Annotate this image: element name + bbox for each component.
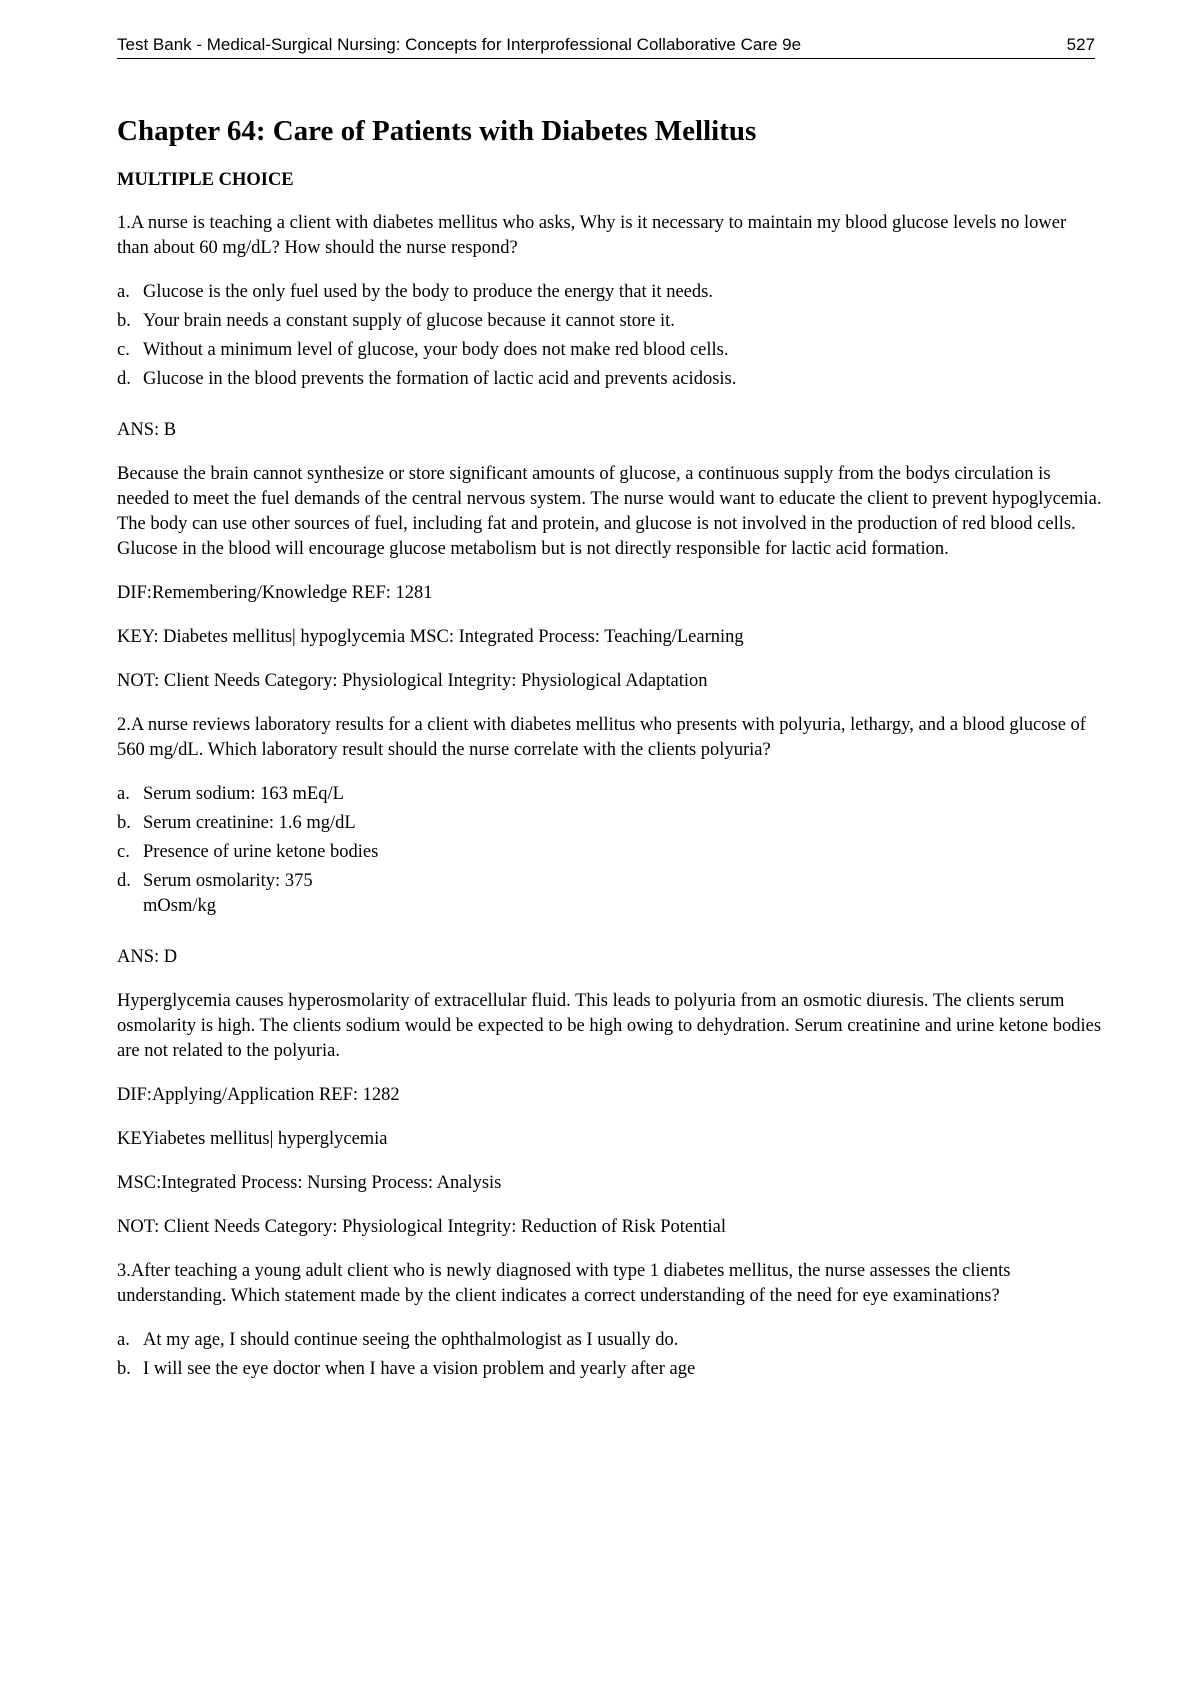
answer-options: [117, 1328, 1102, 1382]
running-header: [117, 32, 1095, 59]
option-b: [117, 1357, 1102, 1382]
answer-options: [117, 280, 1102, 392]
option-text: Without a minimum level of glucose, your body does not make red blood cells.: [143, 340, 729, 360]
key-line: KEYiabetes mellitus| hyperglycemia: [117, 1129, 388, 1149]
option-text: I will see the eye doctor when I have a vision problem and yearly after age: [143, 1359, 696, 1379]
option-letter: d.: [117, 369, 131, 389]
page-number: 527: [1066, 35, 1095, 54]
option-text: Serum sodium: 163 mEq/L: [143, 784, 344, 804]
option-c: [117, 338, 1102, 363]
answer-options: [117, 782, 1102, 919]
option-letter: d.: [117, 871, 131, 891]
section-heading: MULTIPLE CHOICE: [117, 170, 294, 190]
question-stem: 3.After teaching a young adult client who is newly diagnosed with type 1 diabetes mellitus, the nurse assesses the clients understanding. Which statement made by the client indicates a correct understanding of the need for eye examinations?: [117, 1261, 1011, 1306]
question-stem: 2.A nurse reviews laboratory results for a client with diabetes mellitus who presents with polyuria, lethargy, and a blood glucose of 560 mg/dL. Which laboratory result should the nurse correlate with the clients polyuria?: [117, 715, 1086, 760]
difficulty-ref: DIF:Applying/Application REF: 1282: [117, 1085, 400, 1105]
option-text: Your brain needs a constant supply of glucose because it cannot store it.: [143, 311, 675, 331]
key-msc: KEY: Diabetes mellitus| hypoglycemia MSC: Integrated Process: Teaching/Learning: [117, 627, 744, 647]
option-d: [117, 869, 1102, 919]
option-text: Serum creatinine: 1.6 mg/dL: [143, 813, 356, 833]
msc-line: MSC:Integrated Process: Nursing Process: Analysis: [117, 1173, 502, 1193]
rationale: Because the brain cannot synthesize or store significant amounts of glucose, a continuous supply from the bodys circulation is needed to meet the fuel demands of the central nervous system. The nurse would want to educate the client to prevent hypoglycemia. The body can use other sources of fuel, including fat and protein, and glucose is not involved in the production of red blood cells. Glucose in the blood will encourage glucose metabolism but is not directly responsible for lactic acid formation.: [117, 464, 1102, 559]
option-letter: a.: [117, 282, 130, 302]
option-letter: b.: [117, 1359, 131, 1379]
option-d: [117, 367, 1102, 392]
chapter-title: Chapter 64: Care of Patients with Diabetes Mellitus: [117, 115, 757, 147]
option-a: [117, 1328, 1102, 1353]
answer-key: ANS: B: [117, 420, 177, 440]
option-letter: b.: [117, 311, 131, 331]
option-c: [117, 840, 1102, 865]
option-a: [117, 280, 1102, 305]
option-b: [117, 309, 1102, 334]
option-b: [117, 811, 1102, 836]
client-needs: NOT: Client Needs Category: Physiological Integrity: Physiological Adaptation: [117, 671, 708, 691]
option-text: Glucose is the only fuel used by the body to produce the energy that it needs.: [143, 282, 713, 302]
client-needs: NOT: Client Needs Category: Physiological Integrity: Reduction of Risk Potential: [117, 1217, 726, 1237]
option-letter: c.: [117, 842, 130, 862]
option-text: Serum osmolarity: 375 mOsm/kg: [143, 871, 313, 916]
option-letter: a.: [117, 1330, 130, 1350]
answer-key: ANS: D: [117, 947, 178, 967]
difficulty-ref: DIF:Remembering/Knowledge REF: 1281: [117, 583, 433, 603]
option-letter: c.: [117, 340, 130, 360]
page-content: [117, 112, 1102, 1408]
option-a: [117, 782, 1102, 807]
question-stem: 1.A nurse is teaching a client with diabetes mellitus who asks, Why is it necessary to maintain my blood glucose levels no lower than about 60 mg/dL? How should the nurse respond?: [117, 213, 1067, 258]
option-letter: a.: [117, 784, 130, 804]
header-title: Test Bank - Medical-Surgical Nursing: Concepts for Interprofessional Collaborative Care 9e: [117, 35, 802, 54]
option-text: At my age, I should continue seeing the ophthalmologist as I usually do.: [143, 1330, 679, 1350]
option-text: Presence of urine ketone bodies: [143, 842, 379, 862]
option-letter: b.: [117, 813, 131, 833]
option-text: Glucose in the blood prevents the formation of lactic acid and prevents acidosis.: [143, 369, 737, 389]
rationale: Hyperglycemia causes hyperosmolarity of extracellular fluid. This leads to polyuria from an osmotic diuresis. The clients serum osmolarity is high. The clients sodium would be expected to be high owing to dehydration. Serum creatinine and urine ketone bodies are not related to the polyuria.: [117, 991, 1102, 1061]
